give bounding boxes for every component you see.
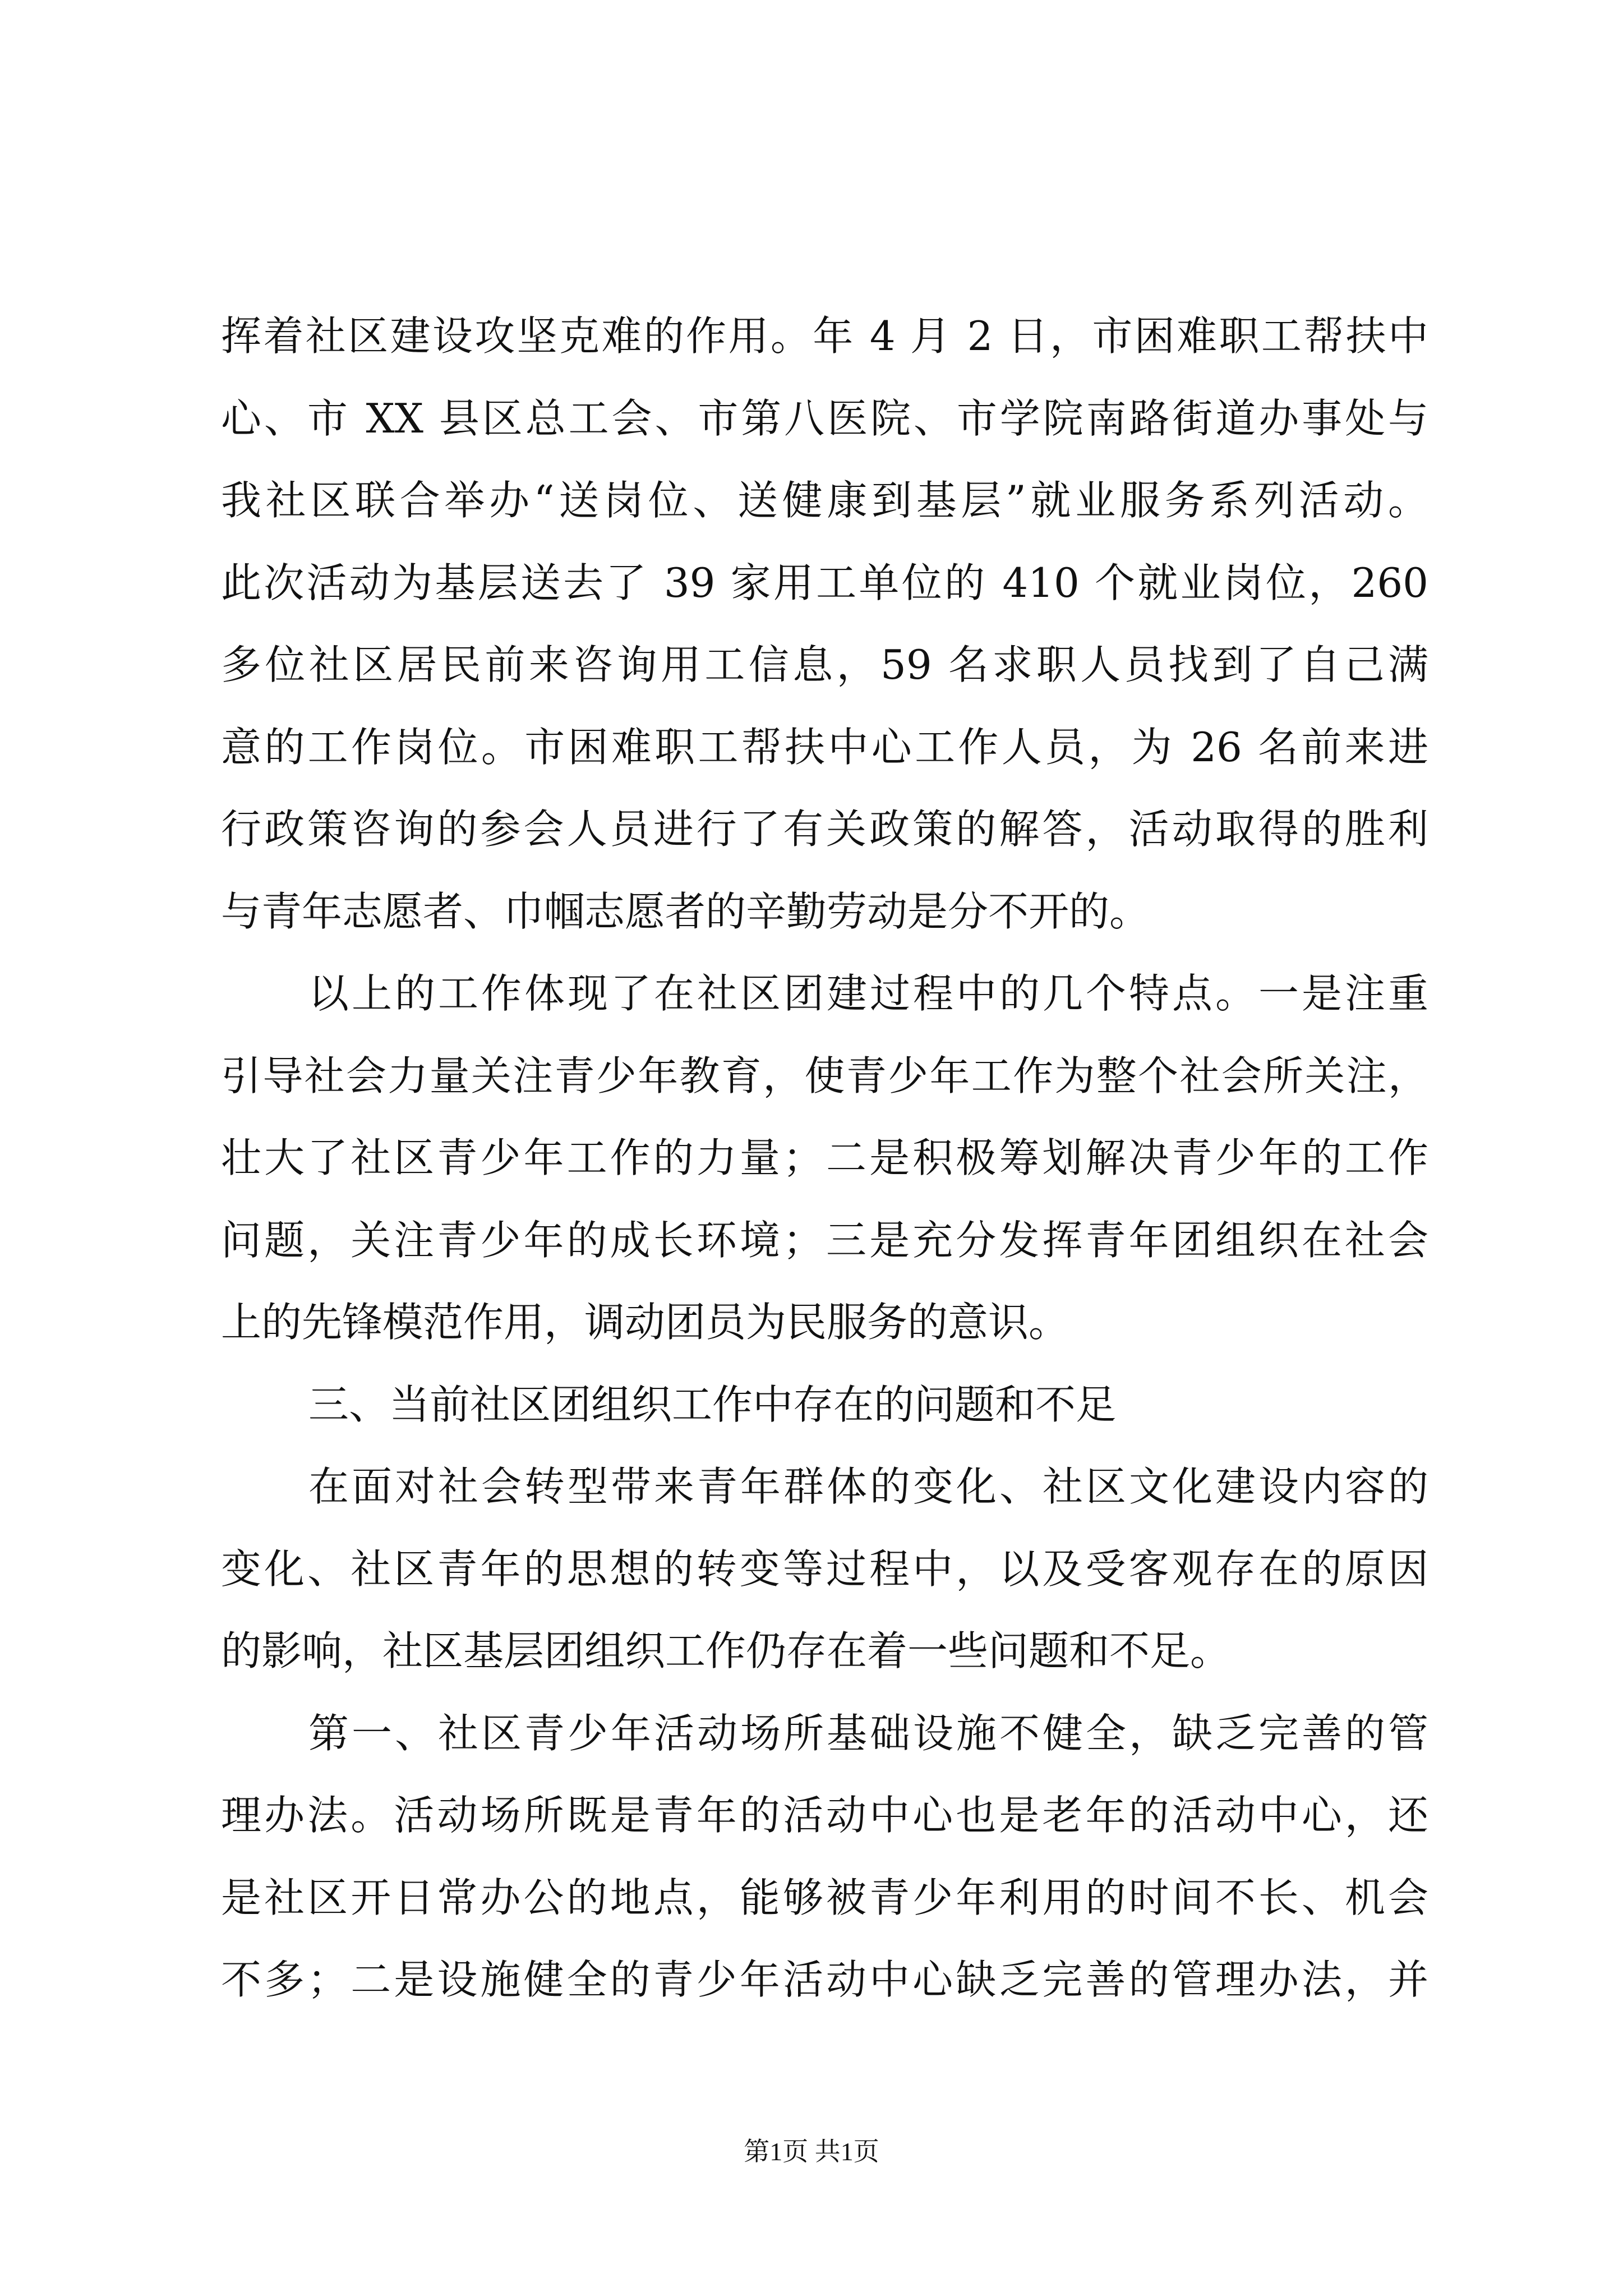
body-line: 行政策咨询的参会人员进行了有关政策的解答，活动取得的胜利: [221, 806, 1428, 853]
body-line: 多位社区居民前来咨询用工信息，59 名求职人员找到了自己满: [221, 641, 1428, 688]
body-line: 不多；二是设施健全的青少年活动中心缺乏完善的管理办法，并: [221, 1956, 1428, 2003]
section-heading: [221, 1364, 1428, 1446]
body-line: 理办法。活动场所既是青年的活动中心也是老年的活动中心，还: [221, 1792, 1428, 1839]
body-line: 此次活动为基层送去了 39 家用工单位的 410 个就业岗位，260: [221, 559, 1428, 606]
body-line: 上的先锋模范作用，调动团员为民服务的意识。: [221, 1299, 1069, 1346]
body-line: 壮大了社区青少年工作的力量；二是积极筹划解决青少年的工作: [221, 1134, 1428, 1181]
body-line: 挥着社区建设攻坚克难的作用。年 4 月 2 日，市困难职工帮扶中: [221, 312, 1428, 360]
body-line: 在面对社会转型带来青年群体的变化、社区文化建设内容的: [308, 1463, 1428, 1510]
body-line: 以上的工作体现了在社区团建过程中的几个特点。一是注重: [308, 970, 1428, 1017]
body-line: 引导社会力量关注青少年教育，使青少年工作为整个社会所关注，: [221, 1052, 1428, 1099]
body-line: 意的工作岗位。市困难职工帮扶中心工作人员，为 26 名前来进: [221, 723, 1428, 771]
body-line: 的影响，社区基层团组织工作仍存在着一些问题和不足。: [221, 1627, 1231, 1674]
page-number-label: 第1页 共1页: [744, 2137, 879, 2166]
section-heading-text: 三、当前社区团组织工作中存在的问题和不足: [308, 1381, 1117, 1428]
body-line: 变化、社区青年的思想的转变等过程中，以及受客观存在的原因: [221, 1545, 1428, 1593]
body-line: 心、市 XX 县区总工会、市第八医院、市学院南路街道办事处与: [221, 394, 1428, 442]
document-body: [221, 295, 1428, 2021]
body-line: 与青年志愿者、巾帼志愿者的辛勤劳动是分不开的。: [221, 887, 1150, 935]
body-line: 是社区开日常办公的地点，能够被青少年利用的时间不长、机会: [221, 1874, 1428, 1921]
paragraph: [221, 1692, 1428, 2021]
body-line: 第一、社区青少年活动场所基础设施不健全，缺乏完善的管: [308, 1709, 1428, 1757]
body-line: 我社区联合举办“送岗位、送健康到基层”就业服务系列活动。: [221, 477, 1428, 524]
paragraph: [221, 295, 1428, 953]
paragraph: [221, 953, 1428, 1364]
paragraph: [221, 1446, 1428, 1692]
page-footer: [0, 2135, 1623, 2169]
body-line: 问题，关注青少年的成长环境；三是充分发挥青年团组织在社会: [221, 1216, 1428, 1264]
